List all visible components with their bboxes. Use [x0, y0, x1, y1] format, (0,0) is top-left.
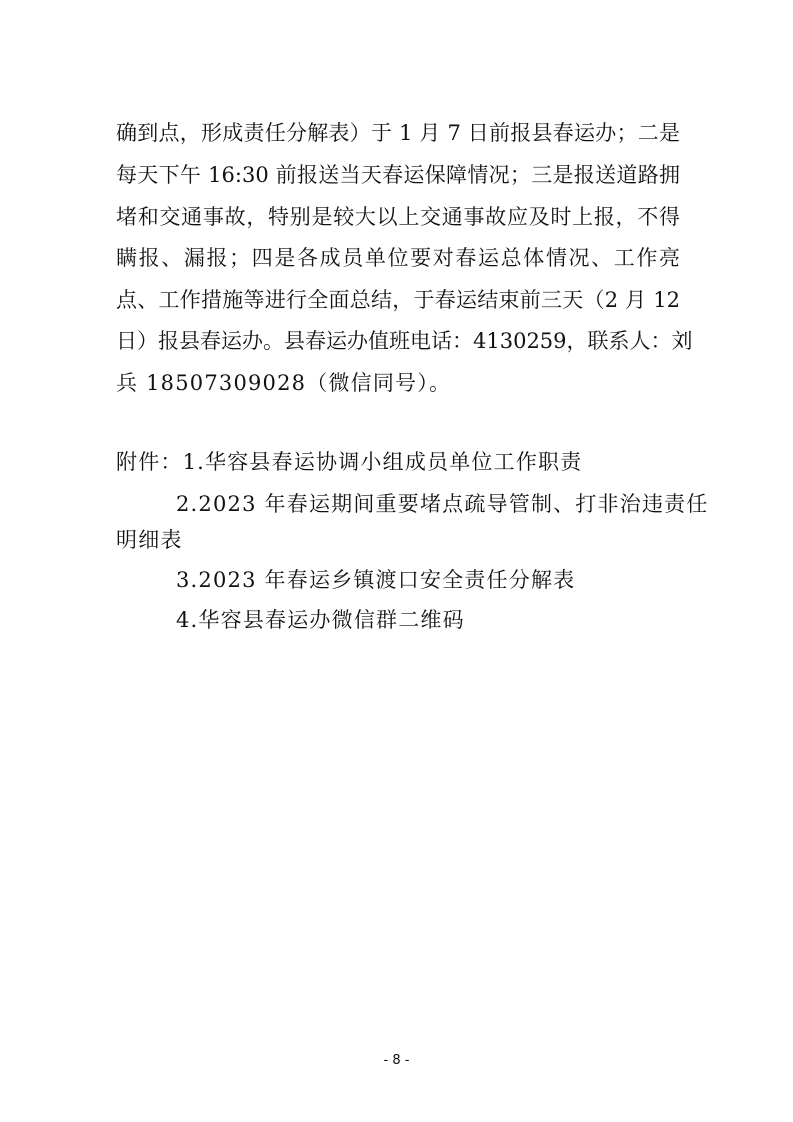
body-line-3: 堵和交通事故，特别是较大以上交通事故应及时上报，不得: [116, 205, 680, 229]
body-line-5: 点、工作措施等进行全面总结，于春运结束前三天（2 月 12: [116, 288, 680, 312]
body-line-2: 每天下午 16:30 前报送当天春运保障情况；三是报送道路拥: [116, 163, 680, 187]
attachment-item-2-continuation: 明细表: [116, 528, 183, 552]
attachment-item-4: 4.华容县春运办微信群二维码: [176, 608, 465, 632]
attachment-item-3: 3.2023 年春运乡镇渡口安全责任分解表: [176, 568, 576, 592]
body-line-1: 确到点，形成责任分解表）于 1 月 7 日前报县春运办；二是: [116, 121, 680, 145]
attachment-heading: 附件：1.华容县春运协调小组成员单位工作职责: [116, 450, 583, 474]
body-line-6: 日）报县春运办。县春运办值班电话：4130259，联系人：刘: [116, 329, 693, 353]
body-line-7: 兵 18507309028（微信同号）。: [116, 371, 452, 395]
page-number: - 8 -: [383, 1053, 410, 1068]
attachment-item-2: 2.2023 年春运期间重要堵点疏导管制、打非治违责任: [176, 492, 709, 516]
body-line-4: 瞒报、漏报；四是各成员单位要对春运总体情况、工作亮: [116, 246, 680, 270]
